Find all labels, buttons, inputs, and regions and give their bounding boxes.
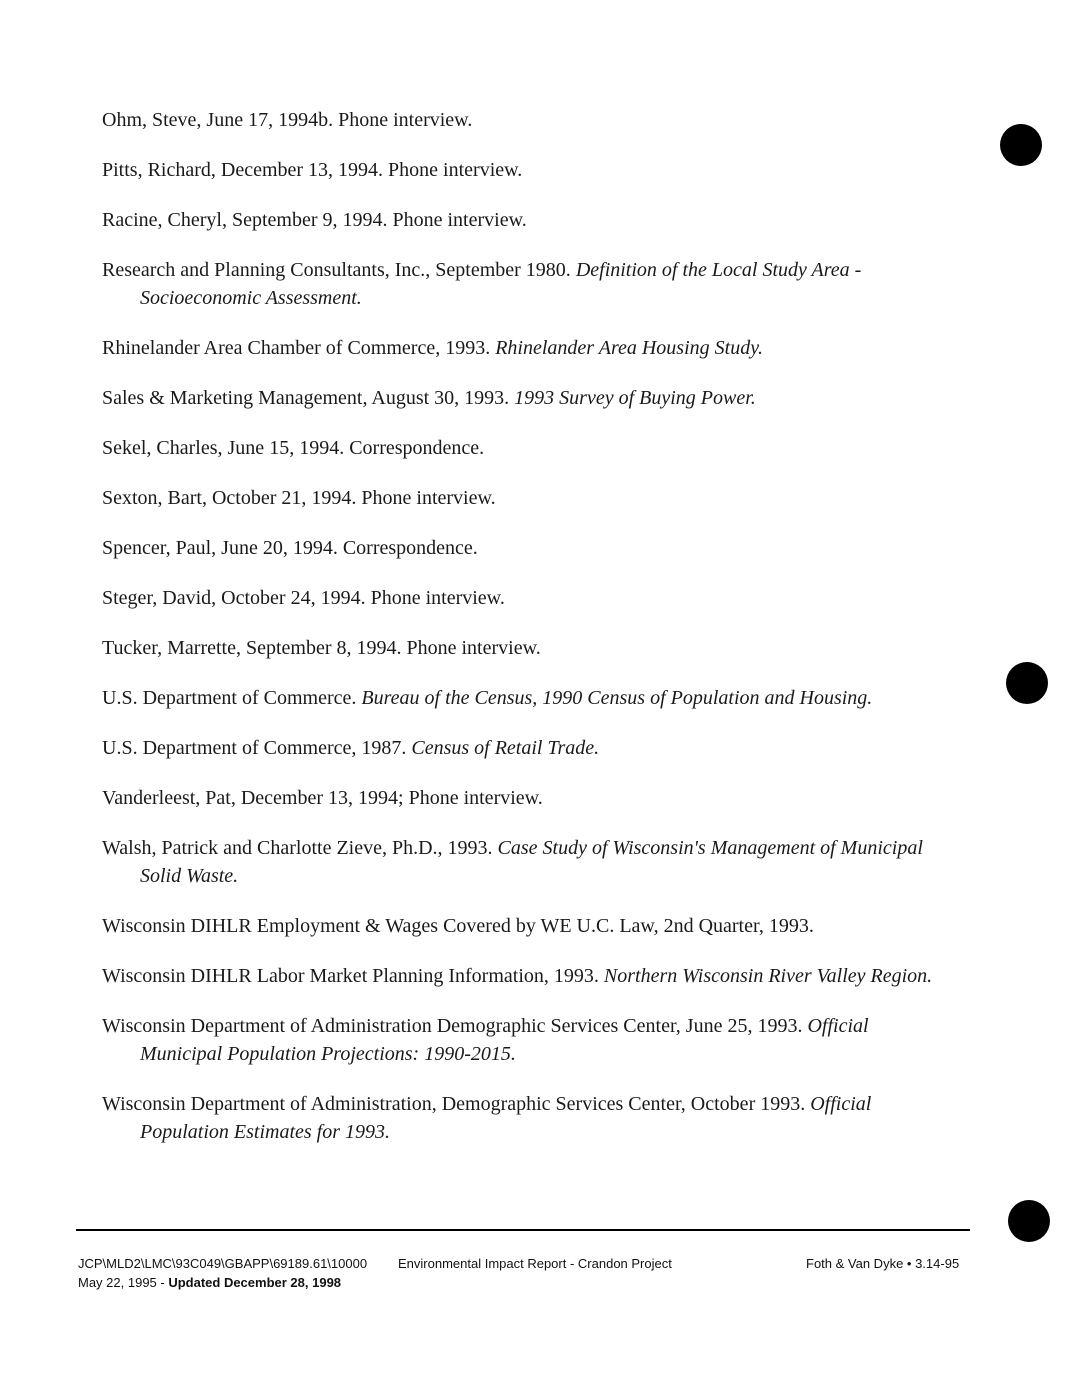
reference-text: Tucker, Marrette, September 8, 1994. Phone interview. [102, 637, 541, 659]
reference-entry [102, 206, 942, 234]
reference-entry [102, 734, 942, 762]
reference-text: Racine, Cheryl, September 9, 1994. Phone interview. [102, 209, 527, 231]
footer-date-line [78, 1273, 367, 1292]
footer-rule [76, 1229, 970, 1231]
reference-text: U.S. Department of Commerce, 1987. [102, 737, 412, 759]
reference-title: Census of Retail Trade. [411, 737, 600, 759]
reference-text: Walsh, Patrick and Charlotte Zieve, Ph.D., 1993. [102, 837, 498, 859]
reference-title: Definition of the Local Study Area - Socioeconomic Assessment. [140, 259, 862, 309]
reference-entry [102, 912, 942, 940]
reference-entry [102, 634, 942, 662]
reference-title: 1993 Survey of Buying Power. [514, 387, 756, 409]
reference-entry [102, 534, 942, 562]
reference-text: Vanderleest, Pat, December 13, 1994; Phone interview. [102, 787, 543, 809]
reference-text: Sekel, Charles, June 15, 1994. Correspondence. [102, 437, 485, 459]
footer-report-title: Environmental Impact Report - Crandon Project [398, 1256, 672, 1271]
reference-title: Official Municipal Population Projections: 1990-2015. [140, 1015, 869, 1065]
reference-list [102, 106, 942, 1168]
footer-file-path: JCP\MLD2\LMC\93C049\GBAPP\69189.61\10000 [78, 1256, 368, 1271]
reference-title: Rhinelander Area Housing Study. [495, 337, 763, 359]
reference-entry [102, 256, 942, 312]
footer-left [78, 1254, 367, 1292]
reference-entry [102, 1012, 942, 1068]
reference-entry [102, 484, 942, 512]
reference-text: Wisconsin DIHLR Labor Market Planning Information, 1993. [102, 965, 604, 987]
reference-text: Wisconsin Department of Administration Demographic Services Center, June 25, 1993. [102, 1015, 808, 1037]
reference-entry [102, 684, 942, 712]
reference-entry [102, 784, 942, 812]
reference-entry [102, 384, 942, 412]
footer-updated: Updated December 28, 1998 [168, 1275, 342, 1290]
binder-hole-bottom [1008, 1200, 1050, 1242]
reference-entry [102, 834, 942, 890]
footer-page-ref: Foth & Van Dyke • 3.14-95 [806, 1256, 960, 1271]
reference-title: Bureau of the Census, 1990 Census of Population and Housing. [361, 687, 873, 709]
reference-entry [102, 156, 942, 184]
reference-entry [102, 434, 942, 462]
reference-text: Sexton, Bart, October 21, 1994. Phone interview. [102, 487, 496, 509]
footer-date: May 22, 1995 - [78, 1275, 169, 1290]
reference-text: U.S. Department of Commerce. [102, 687, 362, 709]
reference-entry [102, 584, 942, 612]
reference-entry [102, 1090, 942, 1146]
reference-text: Sales & Marketing Management, August 30, 1993. [102, 387, 515, 409]
reference-title: Official Population Estimates for 1993. [140, 1093, 872, 1143]
reference-entry [102, 106, 942, 134]
reference-title: Northern Wisconsin River Valley Region. [603, 965, 933, 987]
reference-text: Rhinelander Area Chamber of Commerce, 1993. [102, 337, 496, 359]
reference-text: Wisconsin Department of Administration, Demographic Services Center, October 1993. [102, 1093, 811, 1115]
reference-text: Wisconsin DIHLR Employment & Wages Covered by WE U.C. Law, 2nd Quarter, 1993. [102, 915, 814, 937]
binder-hole-middle [1006, 662, 1048, 704]
reference-text: Pitts, Richard, December 13, 1994. Phone interview. [102, 159, 523, 181]
reference-entry [102, 962, 942, 990]
reference-text: Spencer, Paul, June 20, 1994. Correspondence. [102, 537, 478, 559]
reference-text: Steger, David, October 24, 1994. Phone interview. [102, 587, 505, 609]
reference-entry [102, 334, 942, 362]
reference-title: Case Study of Wisconsin's Management of Municipal Solid Waste. [140, 837, 923, 887]
reference-text: Research and Planning Consultants, Inc., September 1980. [102, 259, 576, 281]
reference-text: Ohm, Steve, June 17, 1994b. Phone interview. [102, 109, 473, 131]
binder-hole-top [1000, 124, 1042, 166]
